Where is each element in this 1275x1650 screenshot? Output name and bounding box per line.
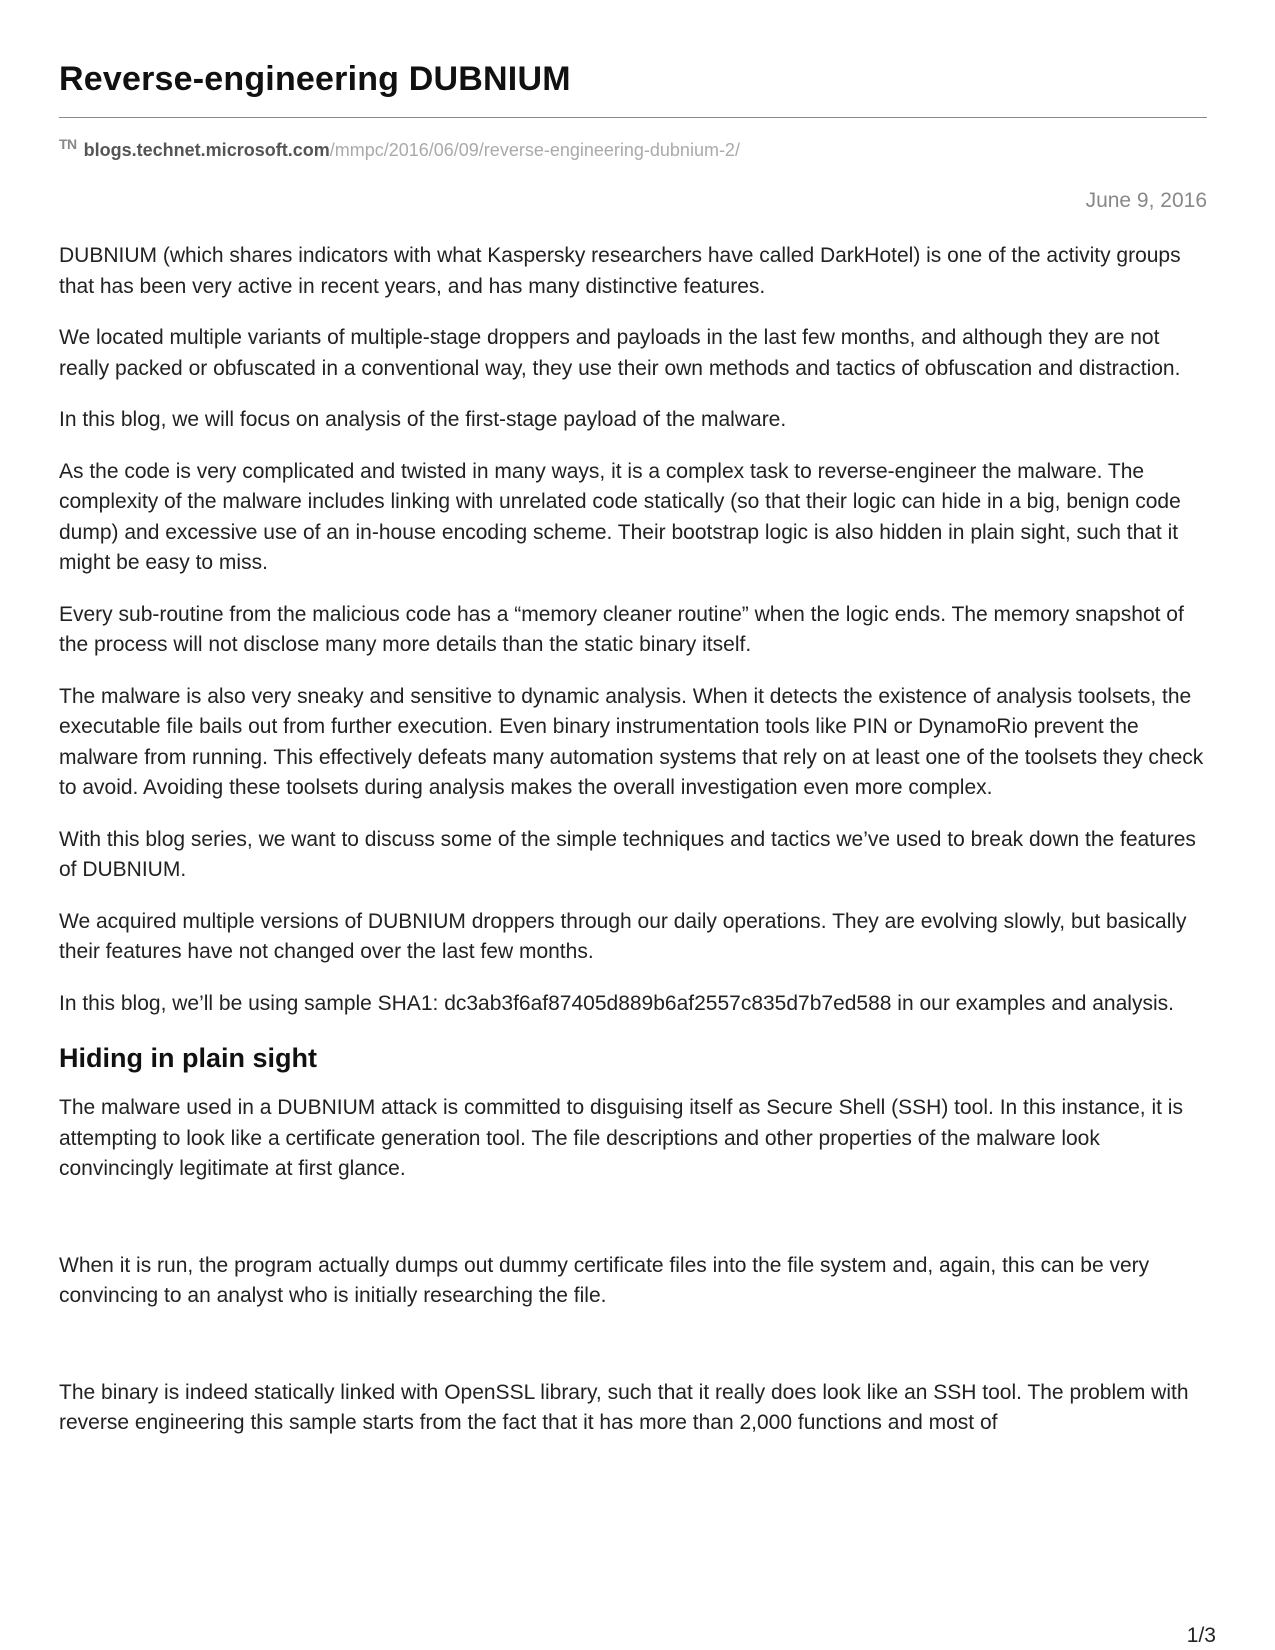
- paragraph: The malware is also very sneaky and sensitive to dynamic analysis. When it detects the existence of analysis toolsets, the executable file bails out from further execution. Even binary instrumentation tools like PIN or DynamoRio prevent the malware from running. This effectively defeats many automation systems that rely on at least one of the toolsets they check to avoid. Avoiding these toolsets during analysis makes the overall investigation even more complex.: [59, 684, 1204, 799]
- paragraph: When it is run, the program actually dumps out dummy certificate files into the file system and, again, this can be very convincing to an analyst who is initially researching the file.: [59, 1253, 1150, 1307]
- article-body: [59, 241, 1207, 1460]
- source-host: blogs.technet.microsoft.com: [83, 140, 330, 160]
- paragraph: Every sub-routine from the malicious code has a “memory cleaner routine” when the logic ends. The memory snapshot of the process will not disclose many more details than the static binary itself.: [59, 602, 1184, 656]
- paragraph: DUBNIUM (which shares indicators with what Kaspersky researchers have called DarkHotel) is one of the activity groups that has been very active in recent years, and has many distinctive features.: [59, 244, 1181, 298]
- title-divider: [59, 117, 1207, 118]
- paragraph: With this blog series, we want to discuss some of the simple techniques and tactics we’ve used to break down the features of DUBNIUM.: [59, 827, 1196, 881]
- paragraph: In this blog, we’ll be using sample SHA1: dc3ab3f6af87405d889b6af2557c835d7b7ed588 in our examples and analysis.: [59, 991, 1174, 1015]
- paragraph: The malware used in a DUBNIUM attack is committed to disguising itself as Secure Shell (SSH) tool. In this instance, it is attempting to look like a certificate generation tool. The file descriptions and other properties of the malware look convincingly legitimate at first glance.: [59, 1096, 1183, 1180]
- source-link[interactable]: [84, 140, 740, 160]
- technet-logo-icon: TN: [59, 136, 77, 152]
- article-title: Reverse-engineering DUBNIUM: [59, 60, 571, 98]
- page-number: 1/3: [1186, 1624, 1216, 1647]
- publish-date: June 9, 2016: [1085, 189, 1207, 212]
- paragraph: As the code is very complicated and twisted in many ways, it is a complex task to reverse-engineer the malware. The complexity of the malware includes linking with unrelated code statically (so that their logic can hide in a big, benign code dump) and excessive use of an in-house encoding scheme. Their bootstrap logic is also hidden in plain sight, such that it might be easy to miss.: [59, 459, 1181, 574]
- paragraph: We located multiple variants of multiple-stage droppers and payloads in the last few months, and although they are not really packed or obfuscated in a conventional way, they use their own methods and tactics of obfuscation and distraction.: [59, 326, 1181, 380]
- source-path: /mmpc/2016/06/09/reverse-engineering-dubnium-2/: [329, 140, 740, 160]
- source-line: [59, 136, 740, 161]
- section-heading: Hiding in plain sight: [59, 1043, 317, 1073]
- paragraph: In this blog, we will focus on analysis of the first-stage payload of the malware.: [59, 408, 787, 431]
- paragraph: The binary is indeed statically linked with OpenSSL library, such that it really does look like an SSH tool. The problem with reverse engineering this sample starts from the fact that it has more than 2,000 functions and most of: [59, 1380, 1189, 1434]
- document-page: [59, 0, 1207, 1650]
- paragraph: We acquired multiple versions of DUBNIUM droppers through our daily operations. They are evolving slowly, but basically their features have not changed over the last few months.: [59, 909, 1187, 963]
